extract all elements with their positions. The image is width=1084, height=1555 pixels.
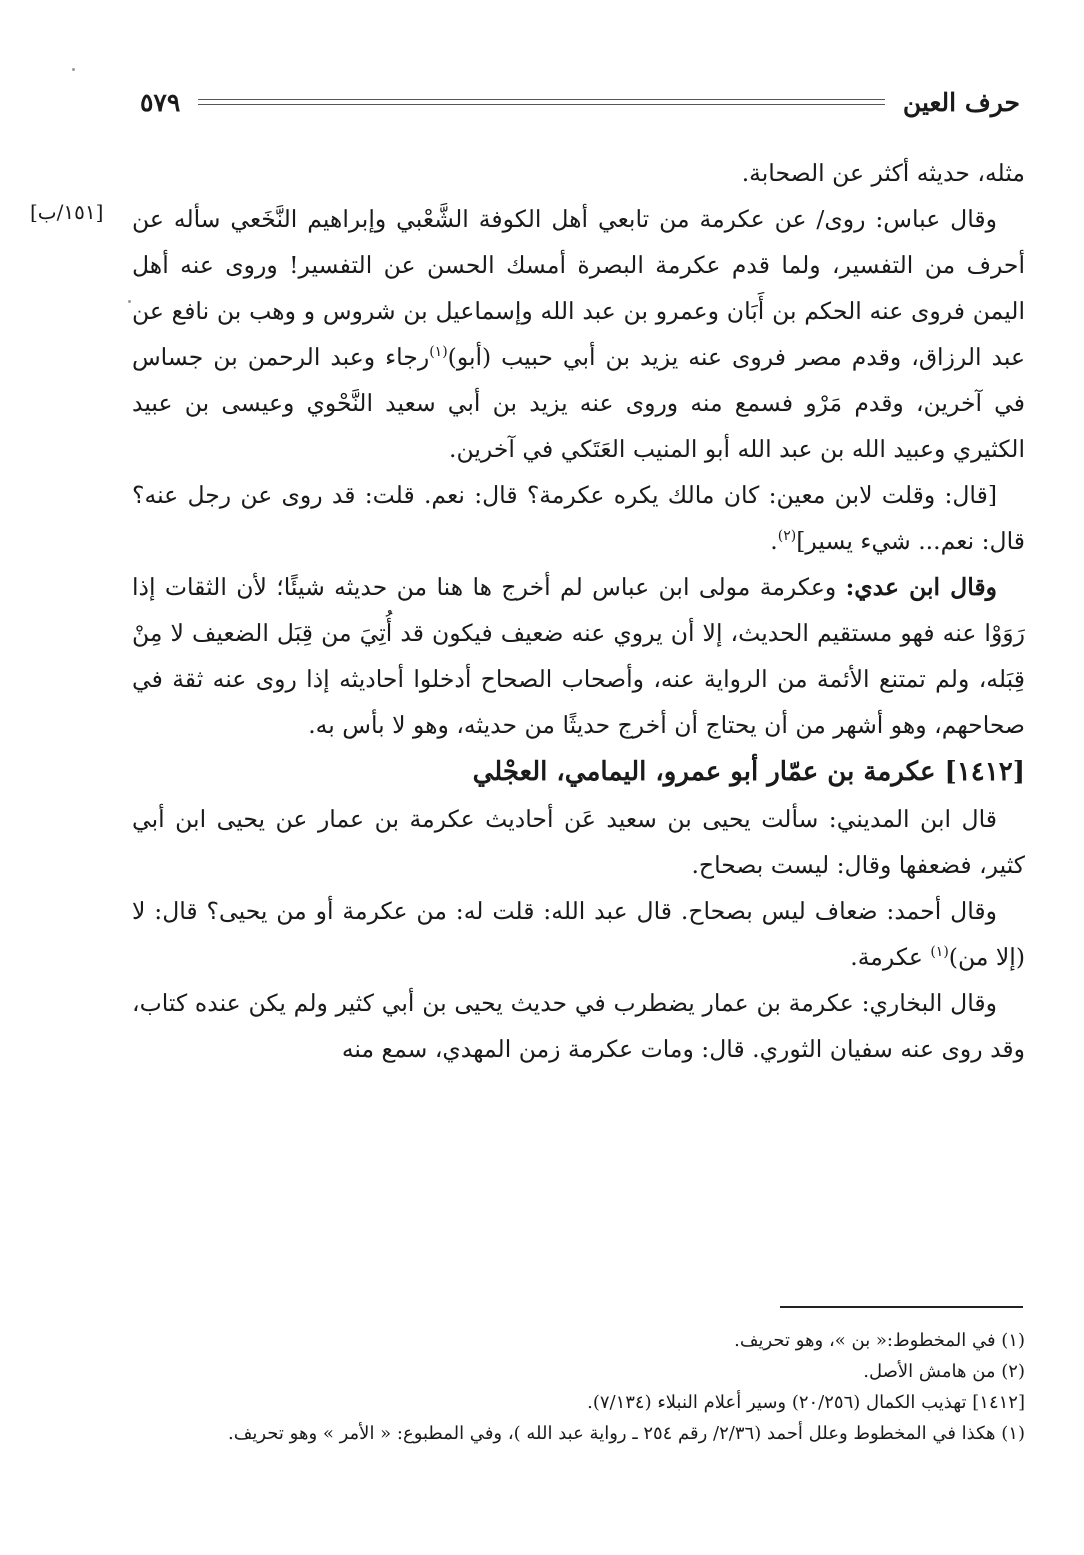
scan-speck: [72, 68, 75, 71]
paragraph: [132, 196, 1025, 472]
entry-heading: [١٤١٢] عكرمة بن عمّار أبو عمرو، اليمامي، العجْلي: [472, 757, 1025, 787]
paragraph: [132, 888, 1025, 980]
footnote: (١) هكذا في المخطوط وعلل أحمد (٢/٣٦/ رقم ٢٥٤ ـ رواية عبد الله )، وفي المطبوع: « الأمر » وهو تحريف.: [228, 1423, 1025, 1444]
paragraph: [132, 980, 1025, 1072]
paragraph: [132, 150, 1025, 196]
footnote: [١٤١٢] تهذيب الكمال (٢٠/٢٥٦) وسير أعلام النبلاء (٧/١٣٤).: [587, 1392, 1025, 1413]
paragraph: [132, 796, 1025, 888]
main-text: [132, 150, 1025, 1072]
paragraph: [132, 564, 1025, 748]
footnote-ref: (١): [429, 344, 448, 361]
footnote-ref: (٢): [777, 528, 797, 545]
paragraph-text: عكرمة.: [850, 943, 931, 971]
paragraph-text: مثله، حديثه أكثر عن الصحابة.: [741, 159, 1025, 187]
header-rule: [198, 99, 885, 105]
footnote-separator: [780, 1306, 1023, 1308]
page-header: [140, 82, 1020, 122]
paragraph-text: وقال أحمد: ضعاف ليس بصحاح. قال عبد الله: قلت له: من عكرمة أو من يحيى؟ قال: لا (إلا من): [132, 897, 1025, 971]
manuscript-folio-note: [١٥١/ب]: [30, 200, 104, 224]
paragraph-text: [قال: وقلت لابن معين: كان مالك يكره عكرمة؟ قال: نعم. قلت: قد روى عن رجل عنه؟ قال: نعم... شيء يسير]: [132, 481, 1025, 555]
speaker-lead: وقال ابن عدي:: [845, 573, 997, 601]
footnote: (١) في المخطوط:« بن »، وهو تحريف.: [734, 1330, 1025, 1351]
paragraph-text: وقال عباس: روى/ عن عكرمة من تابعي أهل الكوفة الشَّعْبي وإبراهيم النَّخَعي سأله عن أحرف من التفسير، ولما قدم عكرمة البصرة أمسك الحسن عن التفسير! وروى عنه أهل اليمن فروى عنه الحكم بن أَبَان وعمرو بن عبد الله وإسماعيل بن شروس و وهب بن نافع عن عبد الرزاق، وقدم مصر فروى عنه يزيد بن أبي حبيب (أبو): [132, 205, 1025, 371]
paragraph-text: وقال البخاري: عكرمة بن عمار يضطرب في حديث يحيى بن أبي كثير ولم يكن عنده كتاب، وقد روى عنه سفيان الثوري. قال: ومات عكرمة زمن المهدي، سمع منه: [132, 989, 1025, 1063]
paragraph-text: رجاء وعبد الرحمن بن جساس في آخرين، وقدم مَرْو فسمع منه وروى عنه يزيد بن أبي سعيد النَّحْوي وعيسى بن عبيد الكثيري وعبيد الله بن عبد الله أبو المنيب العَتَكي في آخرين.: [132, 343, 1025, 463]
scan-speck: [128, 300, 131, 303]
page-number: ٥٧٩: [140, 87, 181, 117]
paragraph-text: وعكرمة مولى ابن عباس لم أخرج ها هنا من حديثه شيئًا؛ لأن الثقات إذا رَوَوْا عنه فهو مستقيم الحديث، إلا أن يروي عنه ضعيف فيكون قد أُتِيَ من قِبَل الضعيف لا مِنْ قِبَله، ولم تمتنع الأئمة من الرواية عنه، وأصحاب الصحاح أدخلوا أحاديثه إذا روى عنه ثقة في صحاحهم، وهو أشهر من أن يحتاج أن أخرج حديثًا من حديثه، وهو لا بأس به.: [132, 573, 1025, 739]
paragraph-text: .: [770, 527, 778, 555]
running-title: حرف العين: [902, 87, 1020, 117]
footnote: (٢) من هامش الأصل.: [863, 1361, 1025, 1382]
footnotes: [120, 1325, 1025, 1449]
footnote-ref: (١): [930, 944, 949, 961]
paragraph-text: قال ابن المديني: سألت يحيى بن سعيد عَن أحاديث عكرمة بن عمار عن يحيى ابن أبي كثير، فضعفها وقال: ليست بصحاح.: [132, 805, 1025, 879]
paragraph: [132, 472, 1025, 564]
